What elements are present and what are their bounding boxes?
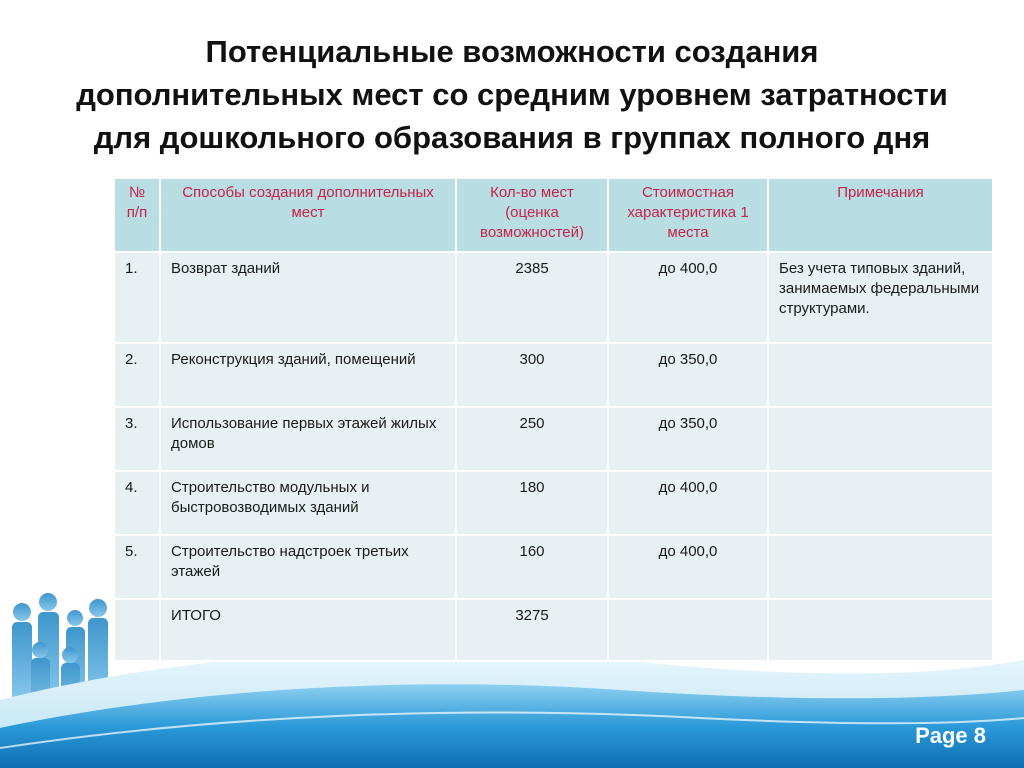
cell-note: Без учета типовых зданий, занимаемых федеральными структурами. [768,252,993,343]
table-row [114,343,993,407]
header-method: Способы создания дополнительных мест [160,178,456,252]
cell-cost: до 400,0 [608,252,768,343]
slide-title [0,30,1024,159]
header-count: Кол-во мест (оценка возможностей) [456,178,608,252]
table-row [114,407,993,471]
cell-number: 3. [114,407,160,471]
cell-cost [608,599,768,661]
title-line-2: дополнительных мест со средним уровнем затратности [76,77,948,112]
header-notes: Примечания [768,178,993,252]
table-header-row [114,178,993,252]
cell-note [768,599,993,661]
cell-count: 160 [456,535,608,599]
cell-count: 2385 [456,252,608,343]
cell-method: Использование первых этажей жилых домов [160,407,456,471]
header-number: № п/п [114,178,160,252]
cell-count: 300 [456,343,608,407]
cell-number: 2. [114,343,160,407]
cell-note [768,535,993,599]
cell-number: 5. [114,535,160,599]
cell-cost: до 400,0 [608,471,768,535]
cell-count: 180 [456,471,608,535]
cell-note [768,343,993,407]
cell-cost: до 350,0 [608,407,768,471]
title-line-1: Потенциальные возможности создания [205,34,819,69]
cell-method: Реконструкция зданий, помещений [160,343,456,407]
cell-method: ИТОГО [160,599,456,661]
cell-note [768,471,993,535]
header-cost: Стоимостная характеристика 1 места [608,178,768,252]
table-row-total [114,599,993,661]
cell-number [114,599,160,661]
cell-cost: до 400,0 [608,535,768,599]
cell-method: Возврат зданий [160,252,456,343]
title-line-3: для дошкольного образования в группах полного дня [93,120,931,155]
page-number: Page 8 [915,723,986,748]
cell-method: Строительство модульных и быстровозводимых зданий [160,471,456,535]
cell-count: 250 [456,407,608,471]
places-table [113,177,994,662]
cell-note [768,407,993,471]
cell-method: Строительство надстроек третьих этажей [160,535,456,599]
table-row [114,471,993,535]
cell-number: 4. [114,471,160,535]
table-row [114,252,993,343]
cell-cost: до 350,0 [608,343,768,407]
cell-number: 1. [114,252,160,343]
table-row [114,535,993,599]
cell-count: 3275 [456,599,608,661]
